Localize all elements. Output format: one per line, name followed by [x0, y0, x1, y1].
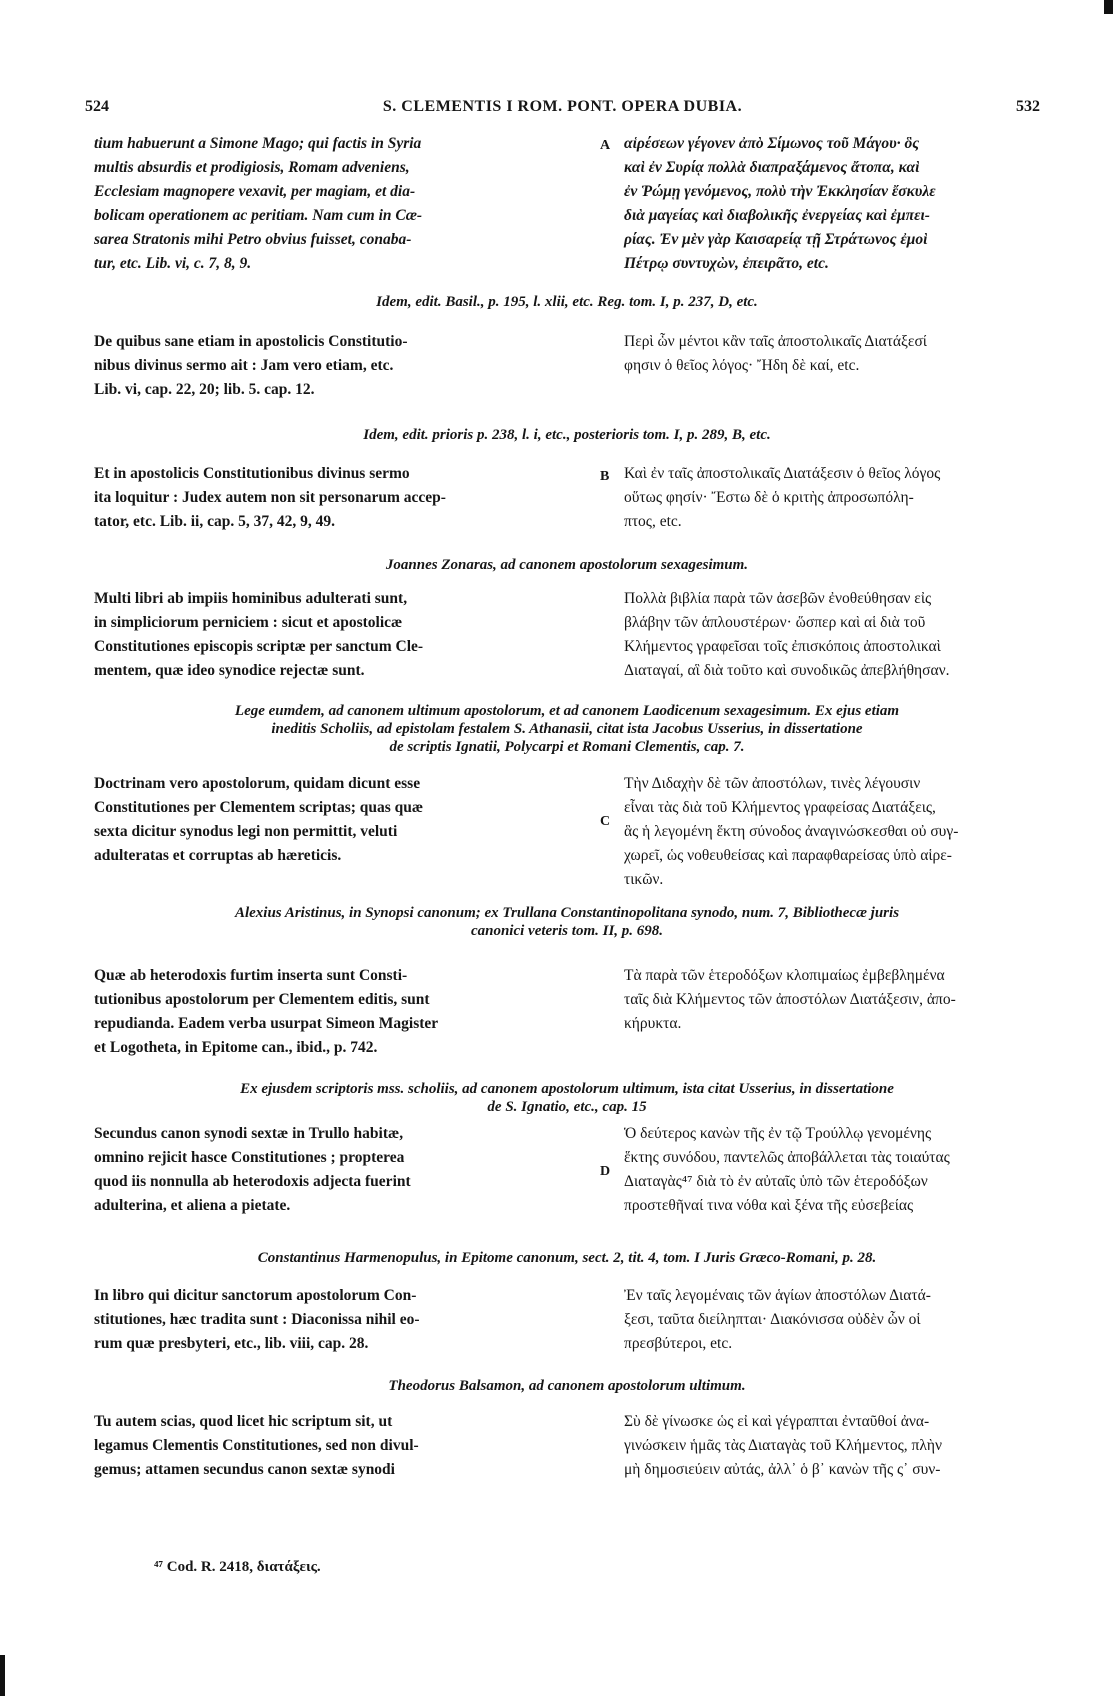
- margin-marker-d: D: [600, 1164, 611, 1179]
- latin-passage-6: Quæ ab heterodoxis furtim inserta sunt Consti- tutionibus apostolorum per Clementem editis, sunt repudianda. Eadem verba usurpat Simeon Magister et Logotheta, in Epitome can., ibid., p. 742.: [94, 967, 439, 1056]
- latin-passage-7: Secundus canon synodi sextæ in Trullo habitæ, omnino rejicit hasce Constitutiones ; propterea quod iis nonnulla ab heterodoxis adjecta fuerint adulterina, et aliena a pietate.: [94, 1125, 411, 1214]
- greek-passage-3: Καὶ ἐν ταῖς ἀποστολικαῖς Διατάξεσιν ὁ θεῖος λόγος οὕτως φησίν· Ἔστω δὲ ὁ κριτὴς ἀπροσωπόλη- πτος, etc.: [624, 465, 941, 530]
- greek-passage-8: Ἐν ταῖς λεγομέναις τῶν ἁγίων ἀποστόλων Διατά- ξεσι, ταῦτα διείληπται· Διακόνισσα οὐδὲν ὧν οἱ πρεσβύτεροι, etc.: [624, 1287, 931, 1352]
- latin-passage-4: Multi libri ab impiis hominibus adulterati sunt, in simpliciorum perniciem : sicut et apostolicæ Constitutiones episcopis scriptæ per sanctum Cle- mentem, quæ ideo synodice rejectæ sunt.: [94, 590, 424, 679]
- latin-passage-1: tium habuerunt a Simone Mago; qui factis in Syria multis absurdis et prodigiosis, Romam adveniens, Ecclesiam magnopere vexavit, per magiam, et dia- bolicam operationem ac peritiam. Nam cum in Cæ- sarea Stratonis mihi Petro obvius fuisset, conaba- tur, etc. Lib. vi, c. 7, 8, 9.: [94, 135, 423, 272]
- latin-passage-2: De quibus sane etiam in apostolicis Constitutio- nibus divinus sermo ait : Jam vero etiam, etc. Lib. vi, cap. 22, 20; lib. 5. cap. 12.: [94, 333, 408, 398]
- greek-passage-7: Ὁ δεύτερος κανὼν τῆς ἐν τῷ Τρούλλῳ γενομένης ἕκτης συνόδου, παντελῶς ἀποβάλλεται τὰς τοιαύτας Διαταγὰς⁴⁷ διὰ τὸ ἐν αὐταῖς ὑπὸ τῶν ἑτεροδόξων προστεθῆναί τινα νόθα καὶ ξένα τῆς εὐσεβείας: [624, 1125, 950, 1214]
- section-heading-1: Idem, edit. Basil., p. 195, l. xlii, etc. Reg. tom. I, p. 237, D, etc.: [376, 294, 758, 310]
- section-heading-4: Lege eumdem, ad canonem ultimum apostolorum, et ad canonem Laodicenum sexagesimum. Ex ejus etiam ineditis Scholiis, ad epistolam festalem S. Athanasii, citat ista Jacobus Usserius, in dissertatione de scriptis Ignatii, Polycarpi et Romani Clementis, cap. 7.: [234, 703, 900, 755]
- section-heading-5: Alexius Aristinus, in Synopsi canonum; ex Trullana Constantinopolitana synodo, num. 7, Bibliothecæ juris canonici veteris tom. II, p. 698.: [234, 905, 900, 939]
- section-heading-6: Ex ejusdem scriptoris mss. scholiis, ad canonem apostolorum ultimum, ista citat Usserius, in dissertatione de S. Ignatio, etc., cap. 15: [240, 1081, 894, 1115]
- greek-passage-9: Σὺ δὲ γίνωσκε ὡς εἰ καὶ γέγραπται ἐνταῦθοί ἀνα- γινώσκειν ἡμᾶς τὰς Διαταγὰς τοῦ Κλήμεντος, πλὴν μὴ δημοσιεύειν αὐτάς, ἀλλ᾽ ὁ β᾽ κανὼν τῆς ς᾽ συν-: [624, 1413, 942, 1478]
- greek-passage-1: αἱρέσεων γέγονεν ἀπὸ Σίμωνος τοῦ Μάγου· ὃς καὶ ἐν Συρίᾳ πολλὰ διαπραξάμενος ἄτοπα, καὶ ἐν Ῥώμῃ γενόμενος, πολὺ τὴν Ἐκκλησίαν ἔσκυλε διὰ μαγείας καὶ διαβολικῆς ἐνεργείας καὶ ἐμπει- ρίας. Ἐν μὲν γὰρ Καισαρείᾳ τῇ Στράτωνος ἐμοὶ Πέτρῳ συντυχὼν, ἐπειρᾶτο, etc.: [624, 135, 936, 272]
- running-header: [85, 95, 1040, 119]
- latin-passage-8: In libro qui dicitur sanctorum apostolorum Con- stitutiones, hæc tradita sunt : Diaconissa nihil eo- rum quæ presbyteri, etc., lib. viii, cap. 28.: [94, 1287, 420, 1352]
- latin-passage-9: Tu autem scias, quod licet hic scriptum sit, ut legamus Clementis Constitutiones, sed non divul- gemus; attamen secundus canon sextæ synodi: [94, 1413, 419, 1478]
- section-heading-7: Constantinus Harmenopulus, in Epitome canonum, sect. 2, tit. 4, tom. I Juris Græco-Romani, p. 28.: [257, 1250, 877, 1266]
- latin-passage-5: Doctrinam vero apostolorum, quidam dicunt esse Constitutiones per Clementem scriptas; quas quæ sexta dicitur synodus legi non permittit, veluti adulteratas et corruptas ab hæreticis.: [94, 775, 424, 864]
- page-number-right: 532: [1016, 98, 1040, 115]
- section-heading-8: Theodorus Balsamon, ad canonem apostolorum ultimum.: [388, 1378, 746, 1394]
- page-number-left: 524: [85, 98, 109, 115]
- greek-passage-2: Περὶ ὧν μέντοι κἂν ταῖς ἀποστολικαῖς Διατάξεσί φησιν ὁ θεῖος λόγος· Ἤδη δὲ καί, etc.: [624, 333, 927, 374]
- section-heading-3: Joannes Zonaras, ad canonem apostolorum sexagesimum.: [385, 557, 749, 573]
- margin-marker-a: A: [600, 138, 611, 153]
- footnote: ⁴⁷ Cod. R. 2418, διατάξεις.: [154, 1559, 321, 1575]
- margin-marker-c: C: [600, 814, 611, 829]
- running-title: S. CLEMENTIS I ROM. PONT. OPERA DUBIA.: [382, 98, 743, 115]
- scan-edge-mark-top: [1104, 0, 1113, 14]
- margin-marker-b: B: [600, 469, 610, 484]
- latin-passage-3: Et in apostolicis Constitutionibus divinus sermo ita loquitur : Judex autem non sit personarum accep- tator, etc. Lib. ii, cap. 5, 37, 42, 9, 49.: [94, 465, 446, 530]
- greek-passage-5: Τὴν Διδαχὴν δὲ τῶν ἀποστόλων, τινὲς λέγουσιν εἶναι τὰς διὰ τοῦ Κλήμεντος γραφείσας Διατάξεις, ἃς ἡ λεγομένη ἕκτη σύνοδος ἀναγινώσκεσθαι οὐ συγ- χωρεῖ, ὡς νοθευθείσας καὶ παραφθαρείσας ὑπὸ αἱρε- τικῶν.: [624, 775, 959, 888]
- scan-edge-mark-bottom: [0, 1655, 5, 1696]
- greek-passage-4: Πολλὰ βιβλία παρὰ τῶν ἀσεβῶν ἐνοθεύθησαν εἰς βλάβην τῶν ἁπλουστέρων· ὥσπερ καὶ αἱ διὰ τοῦ Κλήμεντος γραφεῖσαι τοῖς ἐπισκόποις ἀποστολικαὶ Διαταγαί, αἳ διὰ τοῦτο καὶ συνοδικῶς ἀπεβλήθησαν.: [624, 590, 950, 679]
- greek-passage-6: Τὰ παρὰ τῶν ἑτεροδόξων κλοπιμαίως ἐμβεβλημένα ταῖς διὰ Κλήμεντος τῶν ἀποστόλων Διατάξεσιν, ἀπο- κήρυκτα.: [624, 967, 956, 1032]
- section-heading-2: Idem, edit. prioris p. 238, l. i, etc., posterioris tom. I, p. 289, B, etc.: [363, 427, 771, 443]
